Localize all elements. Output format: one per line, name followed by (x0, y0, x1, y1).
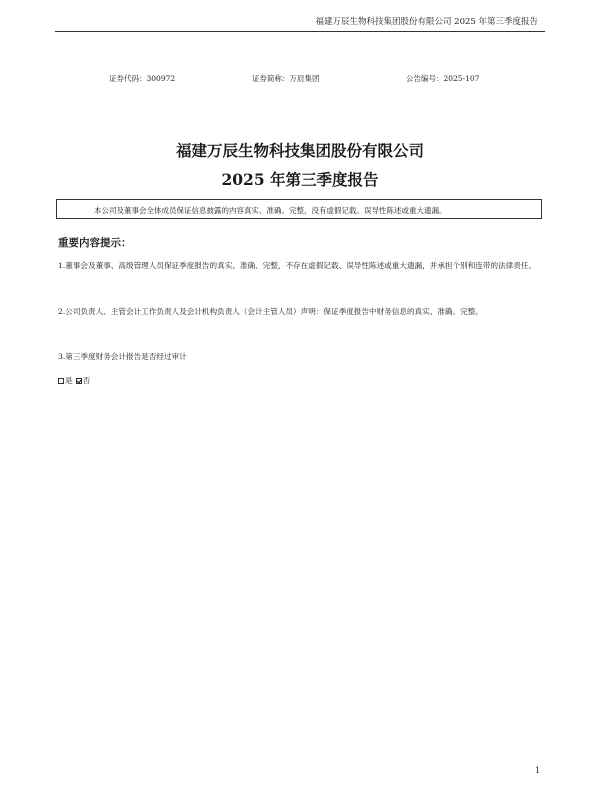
running-header: 福建万辰生物科技集团股份有限公司 2025 年第三季度报告 (315, 17, 538, 27)
important-item-3: 3.第三季度财务会计报告是否经过审计 (58, 352, 187, 361)
checkbox-yes-icon (58, 378, 64, 384)
important-notice-heading: 重要内容提示： (58, 237, 132, 249)
company-title: 福建万辰生物科技集团股份有限公司 (175, 141, 424, 160)
disclosure-notice-box (56, 199, 542, 219)
disclosure-notice-text: 本公司及董事会全体成员保证信息披露的内容真实、准确、完整，没有虚假记载、误导性陈述或重大遗漏。 (94, 206, 447, 215)
report-title: 2025 年第三季度报告 (221, 170, 379, 189)
audit-option-yes-label: 是 (65, 376, 73, 385)
stock-abbreviation: 证券简称：万辰集团 (252, 74, 320, 83)
header-divider (55, 31, 545, 32)
audit-choice (58, 375, 90, 387)
audit-option-no-label: 否 (82, 376, 91, 385)
stock-code: 证券代码：300972 (109, 74, 176, 83)
important-item-1: 1.董事会及董事、高级管理人员保证季度报告的真实、准确、完整，不存在虚假记载、误导性陈述或重大遗漏，并承担个别和连带的法律责任。 (58, 261, 537, 270)
announcement-number: 公告编号：2025-107 (406, 74, 480, 83)
important-item-2: 2.公司负责人、主管会计工作负责人及会计机构负责人（会计主管人员）声明：保证季度报告中财务信息的真实、准确、完整。 (58, 307, 483, 316)
checkbox-checked-icon (76, 378, 82, 384)
page-number: 1 (534, 766, 540, 775)
